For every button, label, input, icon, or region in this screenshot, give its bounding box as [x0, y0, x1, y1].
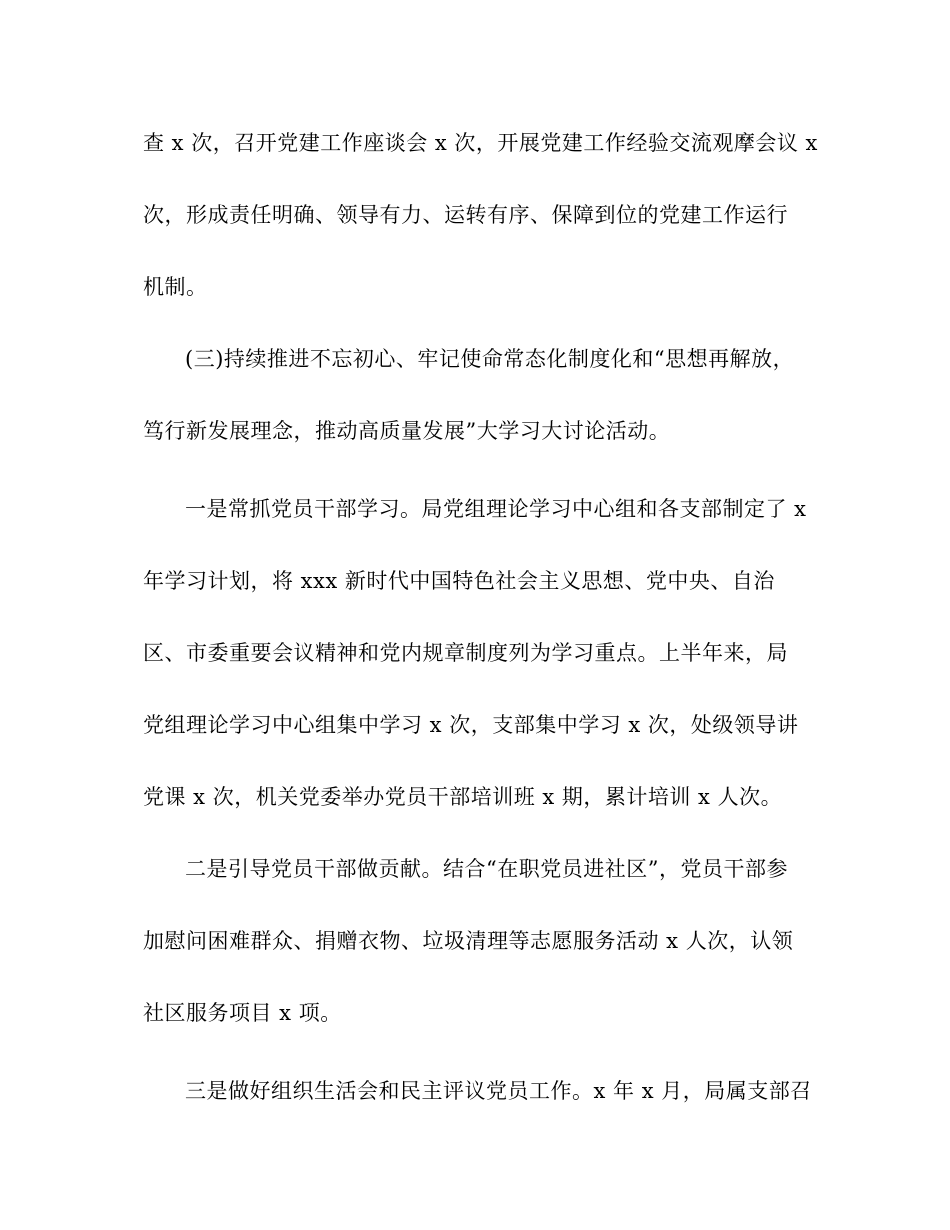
text-line: 区、市委重要会议精神和党内规章制度列为学习重点。上半年来，局 [143, 641, 788, 665]
paragraph-start: 一是常抓党员干部学习。局党组理论学习中心组和各支部制定了 x [185, 497, 807, 521]
text-line: 加慰问困难群众、捐赠衣物、垃圾清理等志愿服务活动 x 人次，认领 [143, 929, 794, 953]
text-line: 查 x 次，召开党建工作座谈会 x 次，开展党建工作经验交流观摩会议 x [143, 131, 818, 155]
text-line: 年学习计划，将 xxx 新时代中国特色社会主义思想、党中央、自治 [143, 569, 775, 593]
paragraph-heading: (三)持续推进不忘初心、牢记使命常态化制度化和“思想再解放， [185, 347, 795, 371]
text-line: 次，形成责任明确、领导有力、运转有序、保障到位的党建工作运行 [143, 203, 788, 227]
text-line: 笃行新发展理念，推动高质量发展”大学习大讨论活动。 [143, 419, 671, 443]
text-line: 党组理论学习中心组集中学习 x 次，支部集中学习 x 次，处级领导讲 [143, 713, 799, 737]
paragraph-start: 三是做好组织生活会和民主评议党员工作。x 年 x 月，局属支部召 [185, 1079, 812, 1103]
text-line: 社区服务项目 x 项。 [143, 1001, 342, 1025]
text-line: 机制。 [143, 275, 208, 299]
text-line: 党课 x 次，机关党委举办党员干部培训班 x 期，累计培训 x 人次。 [143, 785, 783, 809]
paragraph-start: 二是引导党员干部做贡献。结合“在职党员进社区”，党员干部参 [185, 857, 788, 881]
